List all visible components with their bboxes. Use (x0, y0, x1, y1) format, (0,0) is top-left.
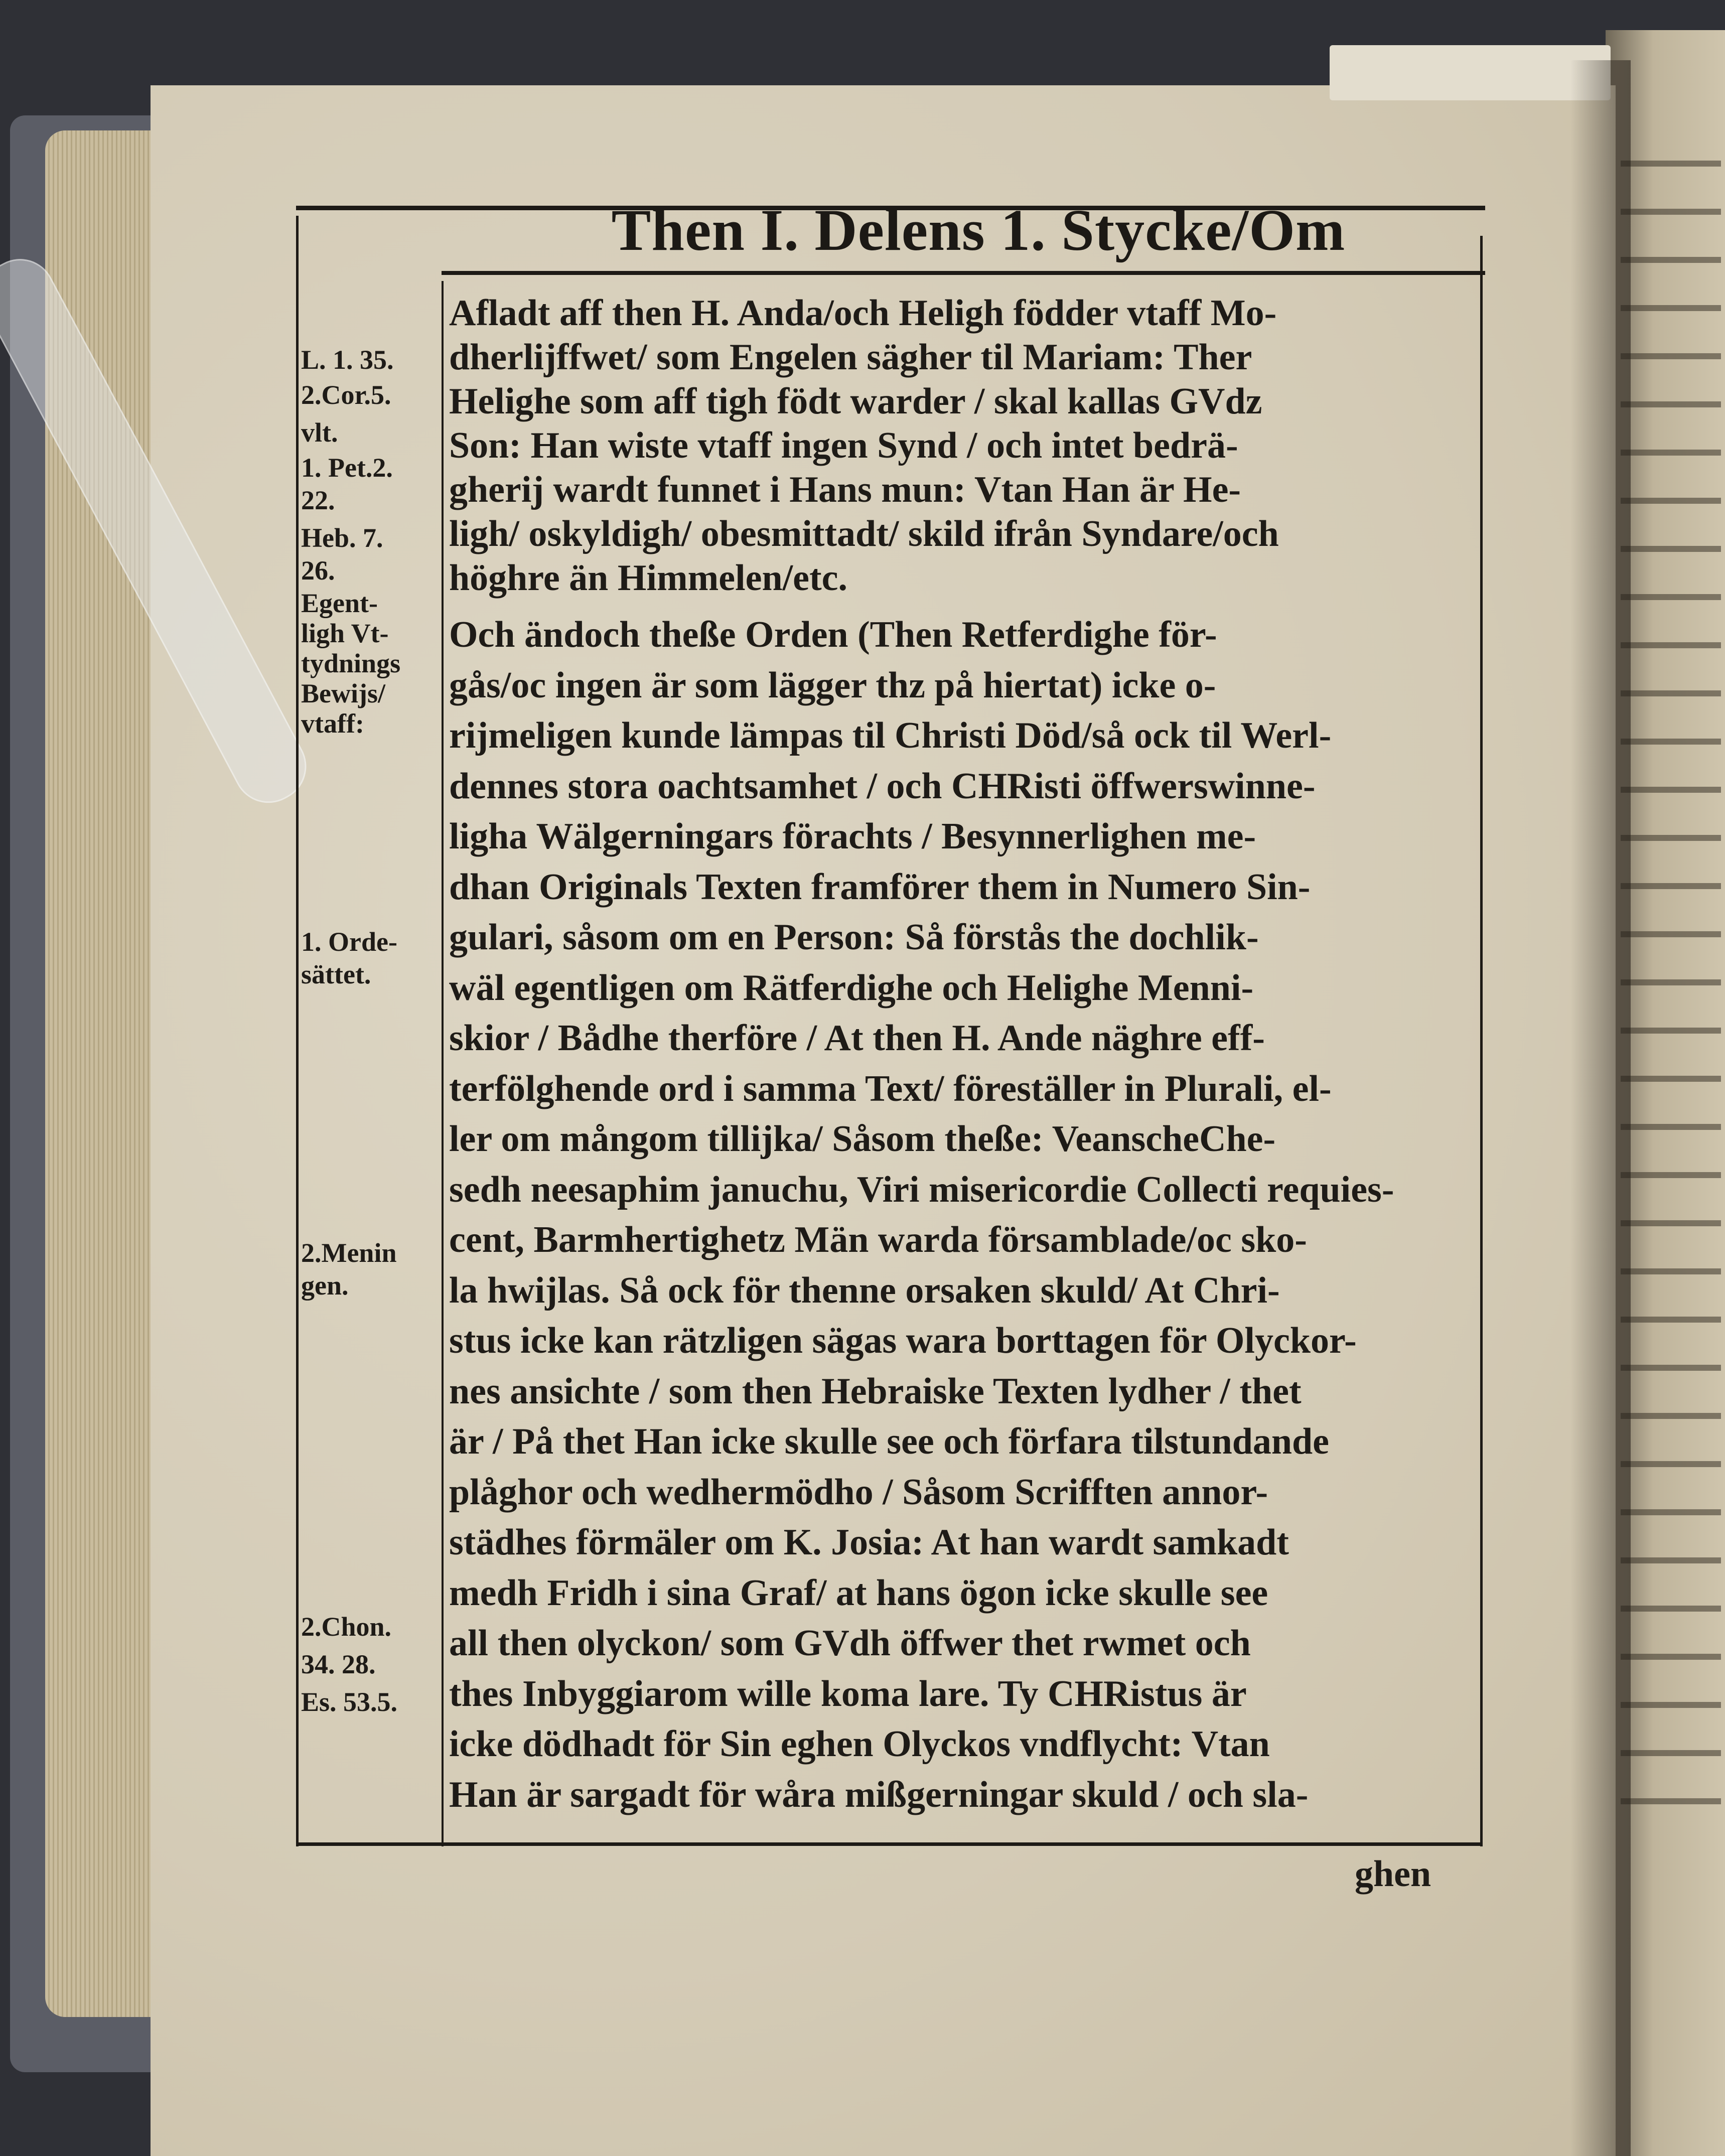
text-line: cent, Barmhertighetz Män warda församblade/oc sko- (449, 1219, 1307, 1260)
margin-note: 2.Cor.5. (301, 380, 391, 410)
text-line: dhan Originals Texten framförer them in Numero Sin- (449, 866, 1311, 908)
gutter-shadow (1570, 60, 1631, 2156)
margin-note: vtaff: (301, 708, 364, 739)
paragraph-2 (449, 610, 1473, 1820)
text-line: nes ansichte / som then Hebraiske Texten lydher / thet (449, 1370, 1302, 1412)
text-line: terfölghende ord i samma Text/ föreställer in Plurali, el- (449, 1068, 1332, 1109)
margin-note: tydnings (301, 648, 401, 678)
text-line: gås/oc ingen är som lägger thz på hiertat) icke o- (449, 664, 1216, 706)
text-line: höghre än Himmelen/etc. (449, 557, 848, 599)
text-line: rijmeligen kunde lämpas til Christi Död/så ock til Werl- (449, 715, 1332, 756)
text-line: stus icke kan rätzligen sägas wara borttagen för Olyckor- (449, 1320, 1357, 1361)
text-line: skior / Bådhe therföre / At then H. Ande näghre eff- (449, 1018, 1265, 1059)
margin-note: 2.Chon. (301, 1612, 392, 1642)
title-rule (442, 271, 1485, 275)
margin-note: L. 1. 35. (301, 345, 394, 375)
margin-note: 34. 28. (301, 1649, 376, 1679)
margin-note: 2.Menin (301, 1238, 397, 1268)
margin-note: 26. (301, 555, 335, 586)
catchword: ghen (1355, 1853, 1431, 1895)
paragraph-1 (449, 291, 1473, 600)
column-rule (442, 281, 444, 1846)
text-line: dherlijffwet/ som Engelen sägher til Mariam: Ther (449, 337, 1252, 378)
text-line: är / På thet Han icke skulle see och förfara tilstundande (449, 1421, 1330, 1462)
text-line: plåghor och wedhermödho / Såsom Scrifften annor- (449, 1471, 1268, 1513)
margin-note: Es. 53.5. (301, 1687, 398, 1717)
text-line: Helighe som aff tigh födt warder / skal kallas GVdz (449, 381, 1262, 422)
margin-note: Bewijs/ (301, 678, 385, 708)
text-line: städhes förmäler om K. Josia: At han wardt samkadt (449, 1522, 1289, 1563)
text-line: ligh/ oskyldigh/ obesmittadt/ skild ifrån Syndare/och (449, 513, 1279, 554)
text-line: all then olyckon/ som GVdh öffwer thet rwmet och (449, 1623, 1251, 1664)
text-line: sedh neesaphim januchu, Viri misericordie Collecti requies- (449, 1169, 1394, 1210)
text-line: Och ändoch theße Orden (Then Retferdighe för- (449, 614, 1217, 655)
text-line: Afladt aff then H. Anda/och Heligh födder vtaff Mo- (449, 293, 1277, 334)
text-line: icke dödhadt för Sin eghen Olyckos vndflycht: Vtan (449, 1723, 1270, 1765)
text-line: dennes stora oachtsamhet / och CHRisti öffwerswinne- (449, 765, 1316, 807)
margin-note: 1. Orde- (301, 927, 397, 957)
margin-note: vlt. (301, 417, 338, 448)
margin-note: gen. (301, 1270, 349, 1301)
margin-note: Heb. 7. (301, 523, 383, 553)
text-line: thes Inbyggiarom wille koma lare. Ty CHRistus är (449, 1673, 1247, 1714)
margin-note: ligh Vt- (301, 618, 389, 648)
text-line: la hwijlas. Så ock för thenne orsaken skuld/ At Chri- (449, 1269, 1280, 1311)
right-border-rule (1480, 236, 1483, 1846)
text-line: ler om mångom tillijka/ Såsom theße: VeanscheChe- (449, 1118, 1276, 1160)
running-head: Then I. Delens 1. Stycke/Om (611, 197, 1346, 263)
text-line: medh Fridh i sina Graf/ at hans ögon icke skulle see (449, 1572, 1268, 1614)
text-line: Han är sargadt för wåra mißgerningar skuld / och sla- (449, 1774, 1309, 1815)
margin-note: sättet. (301, 959, 371, 989)
text-line: wäl egentligen om Rätferdighe och Helighe Menni- (449, 967, 1254, 1009)
paper-tab (1330, 45, 1611, 100)
text-line: gherij wardt funnet i Hans mun: Vtan Han är He- (449, 469, 1241, 510)
facing-page-text (1621, 130, 1721, 1836)
text-line: ligha Wälgerningars förachts / Besynnerlighen me- (449, 816, 1256, 857)
margin-note: 22. (301, 485, 335, 515)
text-line: Son: Han wiste vtaff ingen Synd / och intet bedrä- (449, 425, 1238, 466)
left-border-rule (296, 216, 299, 1846)
text-line: gulari, såsom om en Person: Så förstås the dochlik- (449, 917, 1259, 958)
footer-rule (296, 1842, 1483, 1846)
margin-note: 1. Pet.2. (301, 453, 393, 483)
margin-note: Egent- (301, 588, 378, 618)
